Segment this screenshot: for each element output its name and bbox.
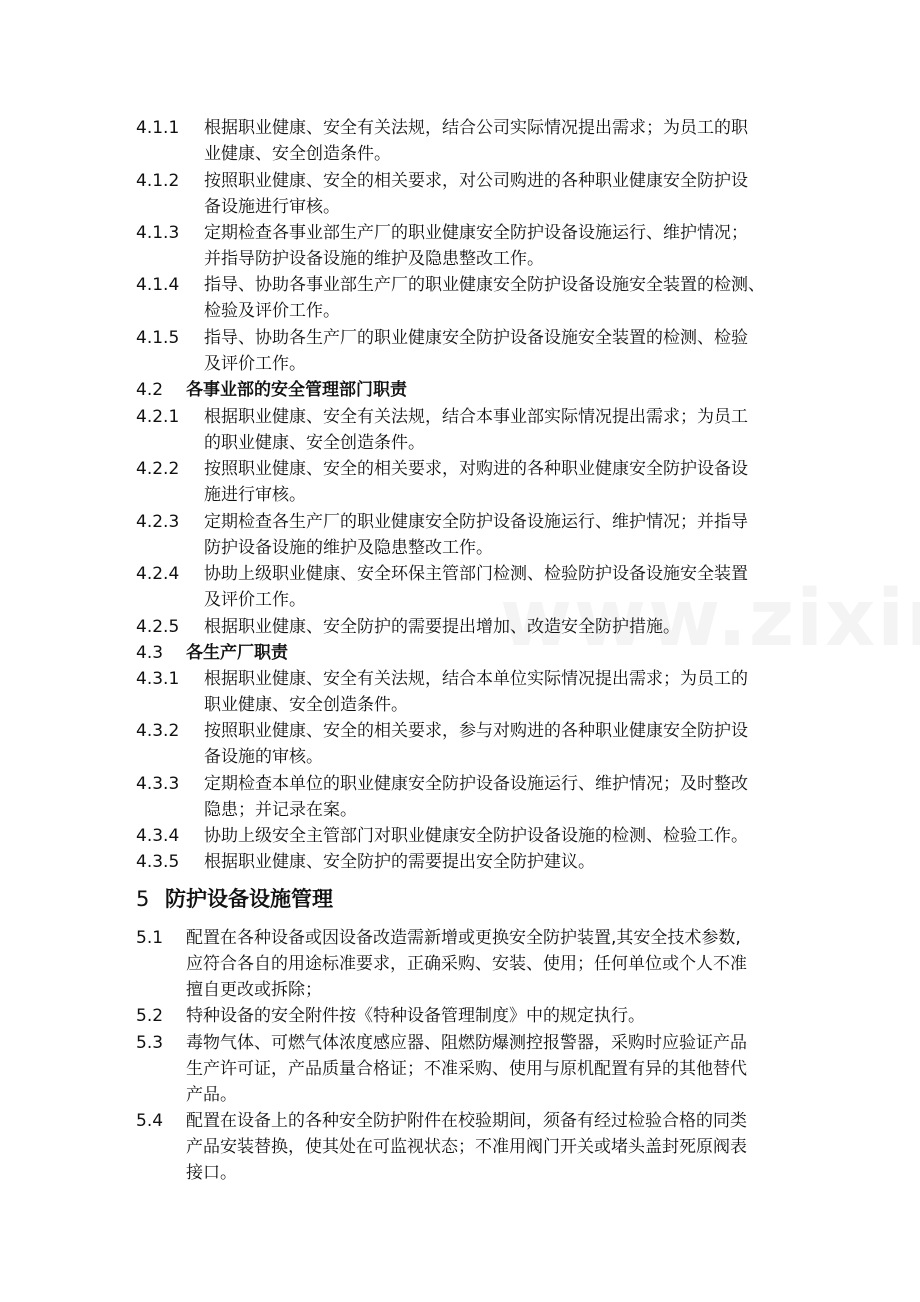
clause-number: 4.2.1	[136, 407, 180, 427]
section-title: 防护设备设施管理	[165, 887, 333, 911]
clause-text-continuation: 的职业健康、安全创造条件。	[204, 433, 425, 453]
clause-text-continuation: 并指导防护设备设施的维护及隐患整改工作。	[204, 249, 544, 269]
clause-number: 4.3.5	[136, 852, 180, 872]
clause-text-continuation: 及评价工作。	[204, 354, 306, 374]
section-number: 5	[136, 887, 150, 911]
clause-number: 5.1	[136, 928, 164, 948]
subsection-number: 4.2	[136, 380, 164, 400]
subsection-title: 各生产厂职责	[186, 643, 288, 663]
clause-text: 指导、协助各事业部生产厂的职业健康安全防护设备设施安全装置的检测、	[204, 275, 765, 295]
clause-text-continuation: 备设施的审核。	[204, 747, 323, 767]
clause-text: 根据职业健康、安全有关法规，结合本单位实际情况提出需求；为员工的	[204, 669, 748, 689]
clause-text: 按照职业健康、安全的相关要求，参与对购进的各种职业健康安全防护设	[204, 721, 748, 741]
clause-number: 4.1.2	[136, 171, 180, 191]
clause-number: 4.1.1	[136, 118, 180, 138]
clause-number: 5.3	[136, 1033, 164, 1053]
clause-text-continuation: 业健康、安全创造条件。	[204, 144, 391, 164]
clause-text-continuation: 产品。	[186, 1085, 237, 1105]
clause-text-continuation: 备设施进行审核。	[204, 197, 340, 217]
clause-text-continuation: 检验及评价工作。	[204, 301, 340, 321]
clause-number: 4.3.2	[136, 721, 180, 741]
clause-text: 协助上级安全主管部门对职业健康安全防护设备设施的检测、检验工作。	[204, 826, 748, 846]
subsection-title: 各事业部的安全管理部门职责	[186, 380, 407, 400]
clause-text-continuation: 职业健康、安全创造条件。	[204, 695, 408, 715]
clause-text: 配置在设备上的各种安全防护附件在校验期间，须备有经过检验合格的同类	[186, 1111, 747, 1131]
clause-number: 4.3.4	[136, 826, 180, 846]
clause-text-continuation: 接口。	[186, 1163, 237, 1183]
clause-text: 根据职业健康、安全防护的需要提出安全防护建议。	[204, 852, 595, 872]
clause-text-continuation: 施进行审核。	[204, 485, 306, 505]
clause-text-continuation: 擅自更改或拆除；	[186, 980, 322, 1000]
clause-text: 定期检查各生产厂的职业健康安全防护设备设施运行、维护情况；并指导	[204, 512, 748, 532]
clause-text: 毒物气体、可燃气体浓度感应器、阻燃防爆测控报警器，采购时应验证产品	[186, 1033, 747, 1053]
clause-number: 4.3.1	[136, 669, 180, 689]
clause-text: 按照职业健康、安全的相关要求，对公司购进的各种职业健康安全防护设	[204, 171, 748, 191]
clause-number: 4.2.3	[136, 512, 180, 532]
clause-number: 4.1.5	[136, 328, 180, 348]
clause-text: 配置在各种设备或因设备改造需新增或更换安全防护装置,其安全技术参数,	[186, 928, 741, 948]
clause-number: 4.2.4	[136, 564, 180, 584]
clause-text: 根据职业健康、安全防护的需要提出增加、改造安全防护措施。	[204, 617, 680, 637]
clause-number: 5.2	[136, 1006, 164, 1026]
clause-number: 4.3.3	[136, 774, 180, 794]
clause-number: 5.4	[136, 1111, 164, 1131]
clause-number: 4.2.2	[136, 459, 180, 479]
clause-number: 4.1.3	[136, 223, 180, 243]
clause-text: 定期检查本单位的职业健康安全防护设备设施运行、维护情况；及时整改	[204, 774, 748, 794]
clause-text: 指导、协助各生产厂的职业健康安全防护设备设施安全装置的检测、检验	[204, 328, 748, 348]
clause-text: 特种设备的安全附件按《特种设备管理制度》中的规定执行。	[186, 1006, 645, 1026]
clause-text-continuation: 应符合各自的用途标准要求，正确采购、安装、使用；任何单位或个人不准	[186, 954, 747, 974]
clause-text: 根据职业健康、安全有关法规，结合本事业部实际情况提出需求；为员工	[204, 407, 748, 427]
clause-number: 4.1.4	[136, 275, 180, 295]
clause-number: 4.2.5	[136, 617, 180, 637]
subsection-number: 4.3	[136, 643, 164, 663]
clause-text-continuation: 隐患；并记录在案。	[204, 800, 357, 820]
clause-text: 根据职业健康、安全有关法规，结合公司实际情况提出需求；为员工的职	[204, 118, 748, 138]
clause-text-continuation: 防护设备设施的维护及隐患整改工作。	[204, 538, 493, 558]
clause-text: 定期检查各事业部生产厂的职业健康安全防护设备设施运行、维护情况；	[204, 223, 748, 243]
clause-text-continuation: 产品安装替换，使其处在可监视状态；不准用阀门开关或堵头盖封死原阀表	[186, 1137, 747, 1157]
clause-text: 按照职业健康、安全的相关要求，对购进的各种职业健康安全防护设备设	[204, 459, 748, 479]
clause-text: 协助上级职业健康、安全环保主管部门检测、检验防护设备设施安全装置	[204, 564, 748, 584]
clause-text-continuation: 及评价工作。	[204, 590, 306, 610]
clause-text-continuation: 生产许可证，产品质量合格证；不准采购、使用与原机配置有异的其他替代	[186, 1059, 747, 1079]
